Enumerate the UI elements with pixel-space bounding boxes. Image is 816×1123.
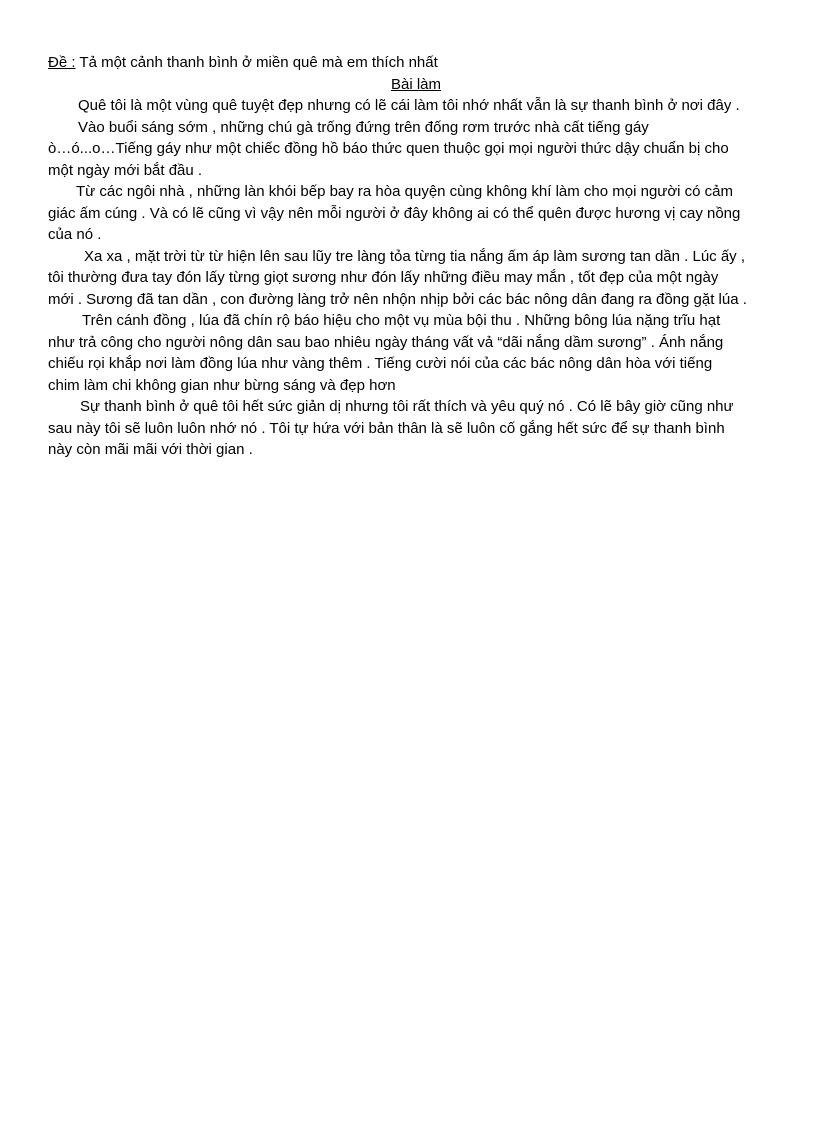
paragraph-line: này còn mãi mãi với thời gian . <box>48 441 253 458</box>
paragraph-line: ò…ó...o…Tiếng gáy như một chiếc đồng hồ báo thức quen thuộc gọi mọi người thức dậy chuẩn bị cho <box>48 140 729 157</box>
assignment-title <box>48 52 776 74</box>
paragraph-line: chim làm chi không gian như bừng sáng và đẹp hơn <box>48 376 396 394</box>
paragraph-line: mới . Sương đã tan dần , con đường làng trở nên nhộn nhịp bởi các bác nông dân đang ra đồng gặt lúa . <box>48 290 747 308</box>
paragraph-line: Từ các ngôi nhà , những làn khói bếp bay ra hòa quyện cùng không khí làm cho mọi người có cảm <box>76 183 734 200</box>
paragraph-line: như trả công cho người nông dân sau bao nhiêu ngày tháng vất vả “dãi nắng dầm sương” . Ánh nắng <box>48 333 724 351</box>
document-page <box>48 52 776 461</box>
paragraph-line: sau này tôi sẽ luôn luôn nhớ nó . Tôi tự hứa với bản thân là sẽ luôn cố gắng hết sức để sự thanh bình <box>48 419 725 437</box>
paragraph-line: Sự thanh bình ở quê tôi hết sức giản dị nhưng tôi rất thích và yêu quý nó . Có lẽ bây giờ cũng như <box>80 398 734 415</box>
paragraph-line: chiếu rọi khắp nơi làm đồng lúa như vàng thêm . Tiếng cười nói của các bác nông dân hòa với tiếng <box>48 355 713 372</box>
paragraph-line: giác ấm cúng . Và có lẽ cũng vì vậy nên mỗi người ở đây không ai có thể quên được hương vị cay nồng <box>48 204 741 222</box>
paragraph-line: một ngày mới bắt đầu . <box>48 161 203 179</box>
assignment-label: Đề : <box>48 54 76 71</box>
paragraph-line: Vào buổi sáng sớm , những chú gà trống đứng trên đống rơm trước nhà cất tiếng gáy <box>78 118 649 136</box>
essay-heading: Bài làm <box>390 75 442 93</box>
essay-heading-line <box>48 74 776 96</box>
paragraph-line: tôi thường đưa tay đón lấy từng giọt sương như đón lấy những điều may mắn , tốt đẹp của một ngày <box>48 269 719 286</box>
paragraph-line: Trên cánh đồng , lúa đã chín rộ báo hiệu cho một vụ mùa bội thu . Những bông lúa nặng trĩu hạt <box>82 312 721 329</box>
paragraph-line: Xa xa , mặt trời từ từ hiện lên sau lũy tre làng tỏa từng tia nắng ấm áp làm sương tan dần . Lúc ấy , <box>84 247 746 265</box>
paragraph-line: của nó . <box>48 226 102 243</box>
paragraph-line: Quê tôi là một vùng quê tuyệt đẹp nhưng có lẽ cái làm tôi nhớ nhất vẫn là sự thanh bình ở nơi đây . <box>78 97 740 114</box>
assignment-prompt: Tả một cảnh thanh bình ở miền quê mà em thích nhất <box>75 54 438 71</box>
